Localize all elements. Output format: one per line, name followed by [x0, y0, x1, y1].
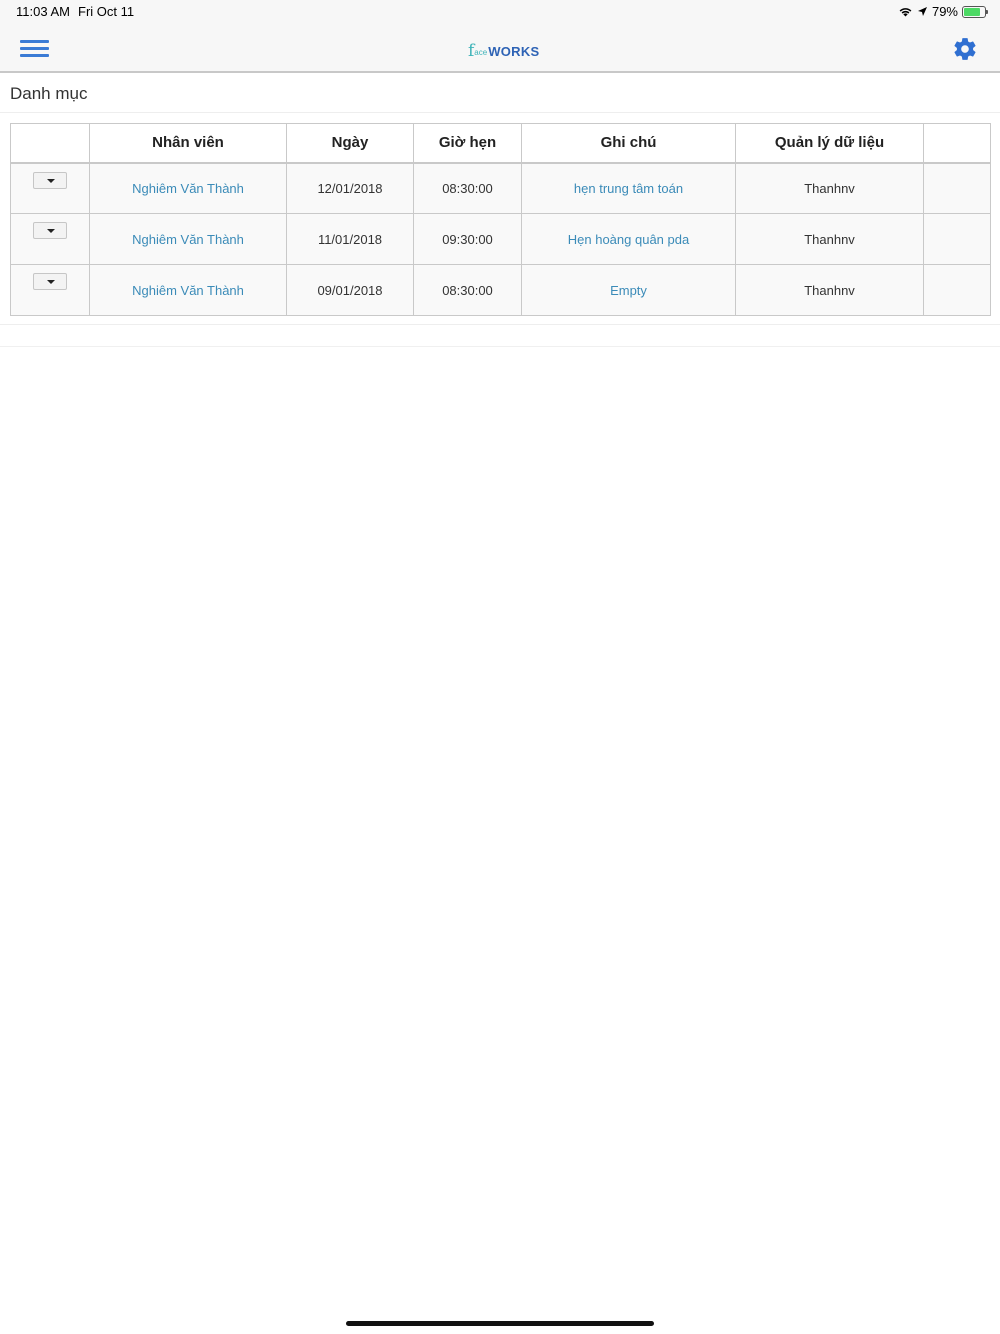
top-navbar — [0, 24, 1000, 73]
status-indicators — [898, 4, 986, 19]
row-dropdown-button[interactable] — [33, 273, 67, 290]
extra-cell — [924, 265, 991, 316]
note-link[interactable]: Hẹn hoàng quân pda — [522, 214, 736, 265]
manager-cell: Thanhnv — [736, 214, 924, 265]
logo-f: f — [468, 41, 475, 61]
row-action-cell — [11, 163, 90, 214]
extra-cell — [924, 214, 991, 265]
note-link[interactable]: Empty — [522, 265, 736, 316]
logo-works: WORKS — [488, 44, 540, 59]
battery-charging-icon — [962, 6, 986, 18]
header-employee[interactable]: Nhân viên — [90, 124, 287, 163]
status-time: 11:03 AM — [16, 4, 70, 19]
battery-fill — [964, 8, 980, 16]
status-bar — [0, 0, 1000, 24]
logo-ace: ace — [474, 48, 488, 57]
wifi-icon — [898, 6, 913, 17]
date-cell: 11/01/2018 — [287, 214, 414, 265]
time-cell: 08:30:00 — [414, 163, 522, 214]
table-header-row — [11, 124, 991, 163]
table-row[interactable] — [11, 214, 991, 265]
header-time[interactable]: Giờ hẹn — [414, 124, 522, 163]
header-extra — [924, 124, 991, 163]
date-cell: 12/01/2018 — [287, 163, 414, 214]
employee-link[interactable]: Nghiêm Văn Thành — [90, 265, 287, 316]
row-dropdown-button[interactable] — [33, 222, 67, 239]
divider — [0, 346, 1000, 347]
header-actions — [11, 124, 90, 163]
appointments-table — [10, 123, 991, 316]
faceworks-logo — [468, 36, 540, 60]
status-date: Fri Oct 11 — [78, 4, 135, 19]
hamburger-menu-icon[interactable] — [20, 40, 49, 57]
divider — [0, 324, 1000, 325]
time-cell: 09:30:00 — [414, 214, 522, 265]
page-title: Danh mục — [10, 84, 88, 103]
row-dropdown-button[interactable] — [33, 172, 67, 189]
manager-cell: Thanhnv — [736, 163, 924, 214]
note-link[interactable]: hẹn trung tâm toán — [522, 163, 736, 214]
header-date[interactable]: Ngày — [287, 124, 414, 163]
header-manager[interactable]: Quản lý dữ liệu — [736, 124, 924, 163]
header-note[interactable]: Ghi chú — [522, 124, 736, 163]
row-action-cell — [11, 214, 90, 265]
battery-percent: 79% — [931, 4, 958, 19]
employee-link[interactable]: Nghiêm Văn Thành — [90, 163, 287, 214]
extra-cell — [924, 163, 991, 214]
table-row[interactable] — [11, 265, 991, 316]
location-icon — [917, 6, 928, 17]
table-row[interactable] — [11, 163, 991, 214]
home-indicator[interactable] — [346, 1321, 654, 1326]
date-cell: 09/01/2018 — [287, 265, 414, 316]
manager-cell: Thanhnv — [736, 265, 924, 316]
row-action-cell — [11, 265, 90, 316]
time-cell: 08:30:00 — [414, 265, 522, 316]
employee-link[interactable]: Nghiêm Văn Thành — [90, 214, 287, 265]
divider — [0, 112, 1000, 113]
gear-icon[interactable] — [952, 36, 978, 62]
